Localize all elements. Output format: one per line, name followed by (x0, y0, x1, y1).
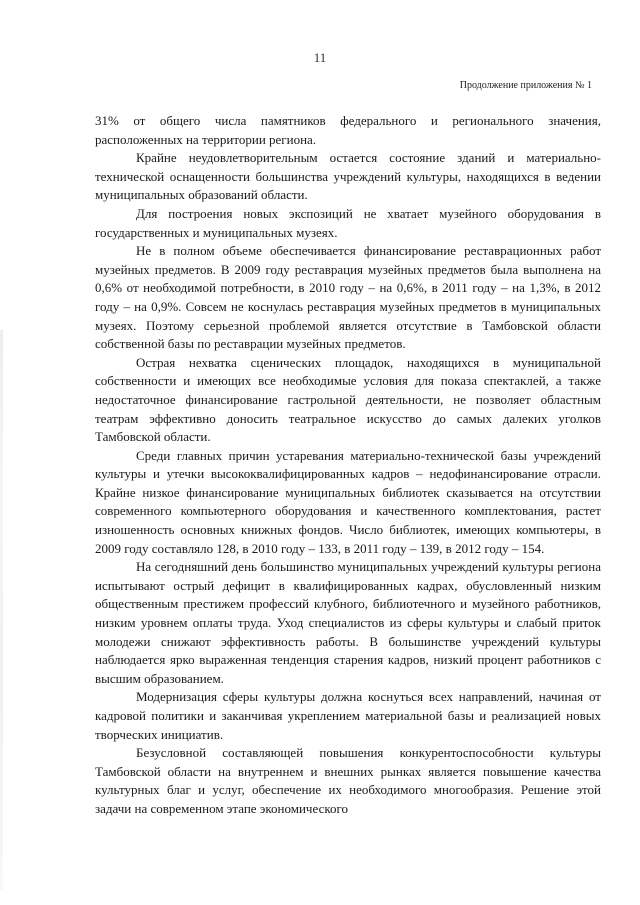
paragraph-museum-equipment: Для построения новых экспозиций не хватает музейного оборудования в государственных и муниципальных музеях. (95, 205, 601, 240)
paragraph-competitiveness: Безусловной составляющей повышения конкурентоспособности культуры Тамбовской области на внутреннем и внешних рынках является повышение качества культурных благ и услуг, обеспечение их необходимого многообразия. Решение этой задачи на современном этапе экономического (95, 745, 601, 816)
paragraph-staff-shortage: На сегодняшний день большинство муниципальных учреждений культуры региона испытывают острый дефицит в квалифицированных кадрах, обусловленный низким общественным престижем профессий клубного, библиотечного и музейного работников, низким уровнем оплаты труда. Уход специалистов из сферы культуры и слабый приток молодежи снижают эффективность работы. В большинстве учреждений культуры наблюдается ярко выраженная тенденция старения кадров, низкий процент работников с высшим образованием. (95, 559, 601, 686)
paragraph-theatre-venues: Острая нехватка сценических площадок, находящихся в муниципальной собственности и имеющих все необходимые условия для показа спектаклей, а также недостаточное финансирование гастрольной деятельности, не позволяет областным театрам эффективно доносить театральное искусство до самых далеких уголков Тамбовской области. (95, 354, 601, 445)
paragraph-library-funding: Среди главных причин устаревания материально-технической базы учреждений культуры и утечки высококвалифицированных кадров – недофинансирование отрасли. Крайне низкое финансирование муниципальных библиотек сказывается на отсутствии современного компьютерного оборудования и качественного комплектования, растет изношенность основных книжных фондов. Число библиотек, имеющих компьютеры, в 2009 году составляло 128, в 2010 году – 133, в 2011 году – 139, в 2012 году – 154. (95, 447, 601, 556)
paragraph-modernization: Модернизация сферы культуры должна коснуться всех направлений, начиная от кадровой политики и заканчивая укреплением материальной базы и реализацией новых творческих инициатив. (95, 689, 601, 742)
paragraph-restoration-funding: Не в полном объеме обеспечивается финансирование реставрационных работ музейных предметов. В 2009 году реставрация музейных предметов была выполнена на 0,6% от необходимой потребности, в 2010 году – на 0,6%, в 2011 году – на 1,3%, в 2012 году – на 0,9%. Совсем не коснулась реставрация музейных предметов в муниципальных музеях. Поэтому серьезной проблемой является отсутствие в Тамбовской области собственной базы по реставрации музейных предметов. (95, 243, 601, 352)
scan-margin-artifact (0, 330, 3, 890)
paragraph-monuments-share: 31% от общего числа памятников федерального и регионального значения, расположенных на территории региона. (95, 113, 601, 147)
appendix-continuation-note: Продолжение приложения № 1 (459, 80, 592, 91)
document-body (95, 112, 601, 819)
page-number: 11 (313, 50, 327, 65)
paragraph-building-condition: Крайне неудовлетворительным остается состояние зданий и материально-технической оснащенности большинства учреждений культуры, находящихся в ведении муниципальных образований области. (95, 150, 601, 203)
